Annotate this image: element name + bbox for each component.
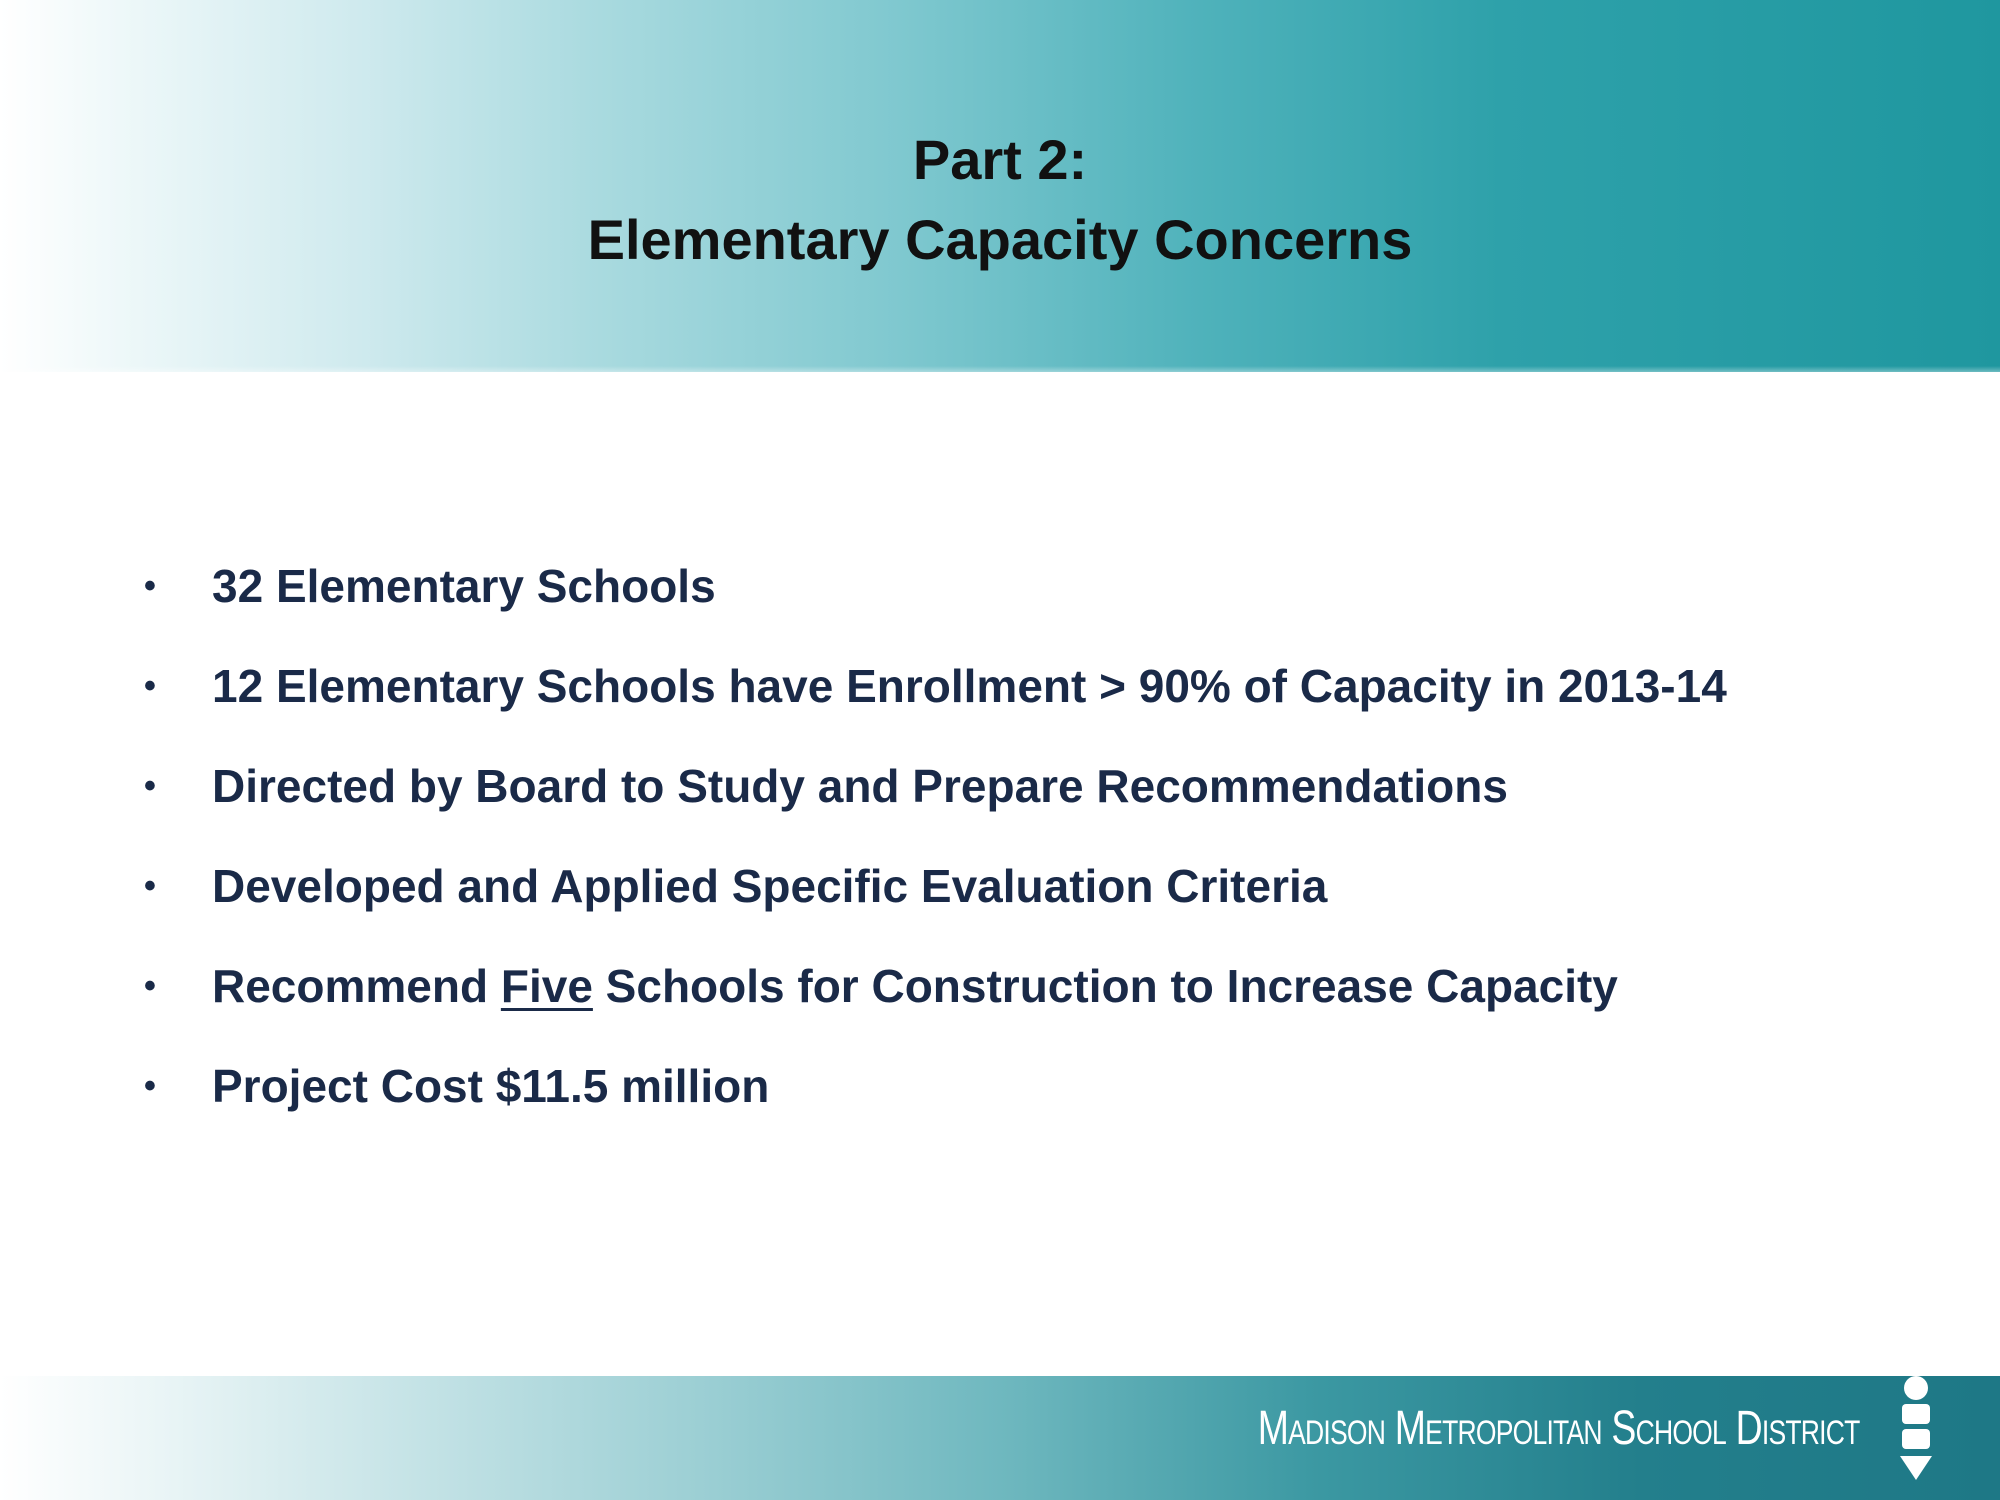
bullet-text — [212, 948, 1618, 1024]
organization-name: Madison Metropolitan School District — [1258, 1402, 1860, 1455]
bullet-item — [140, 548, 1900, 648]
slide-title — [0, 120, 2000, 280]
district-logo-icon — [1896, 1374, 1936, 1484]
bullet-item — [140, 848, 1900, 948]
bullet-text-before: Recommend — [212, 960, 501, 1012]
bullet-icon: • — [144, 1067, 156, 1105]
bullet-icon: • — [144, 867, 156, 905]
bullet-icon: • — [144, 567, 156, 605]
title-line-2: Elementary Capacity Concerns — [587, 208, 1413, 271]
bullet-item — [140, 948, 1900, 1048]
bullet-text: 32 Elementary Schools — [212, 560, 716, 612]
bullet-item — [140, 1048, 1900, 1148]
bullet-icon: • — [144, 667, 156, 705]
bullet-text: 12 Elementary Schools have Enrollment > 90% of Capacity in 2013-14 — [212, 660, 1727, 712]
bullet-text-after: Schools for Construction to Increase Capacity — [592, 960, 1618, 1012]
bullet-text: Developed and Applied Specific Evaluation Criteria — [212, 860, 1328, 912]
bullet-text-underlined: Five — [500, 960, 593, 1012]
bullet-list — [140, 548, 1900, 1148]
bullet-text: Directed by Board to Study and Prepare Recommendations — [212, 760, 1508, 812]
bullet-icon: • — [144, 767, 156, 805]
bullet-item — [140, 748, 1900, 848]
title-line-1: Part 2: — [912, 128, 1088, 191]
bullet-text: Project Cost $11.5 million — [212, 1060, 770, 1112]
bullet-icon: • — [144, 967, 156, 1005]
bullet-item — [140, 648, 1900, 748]
